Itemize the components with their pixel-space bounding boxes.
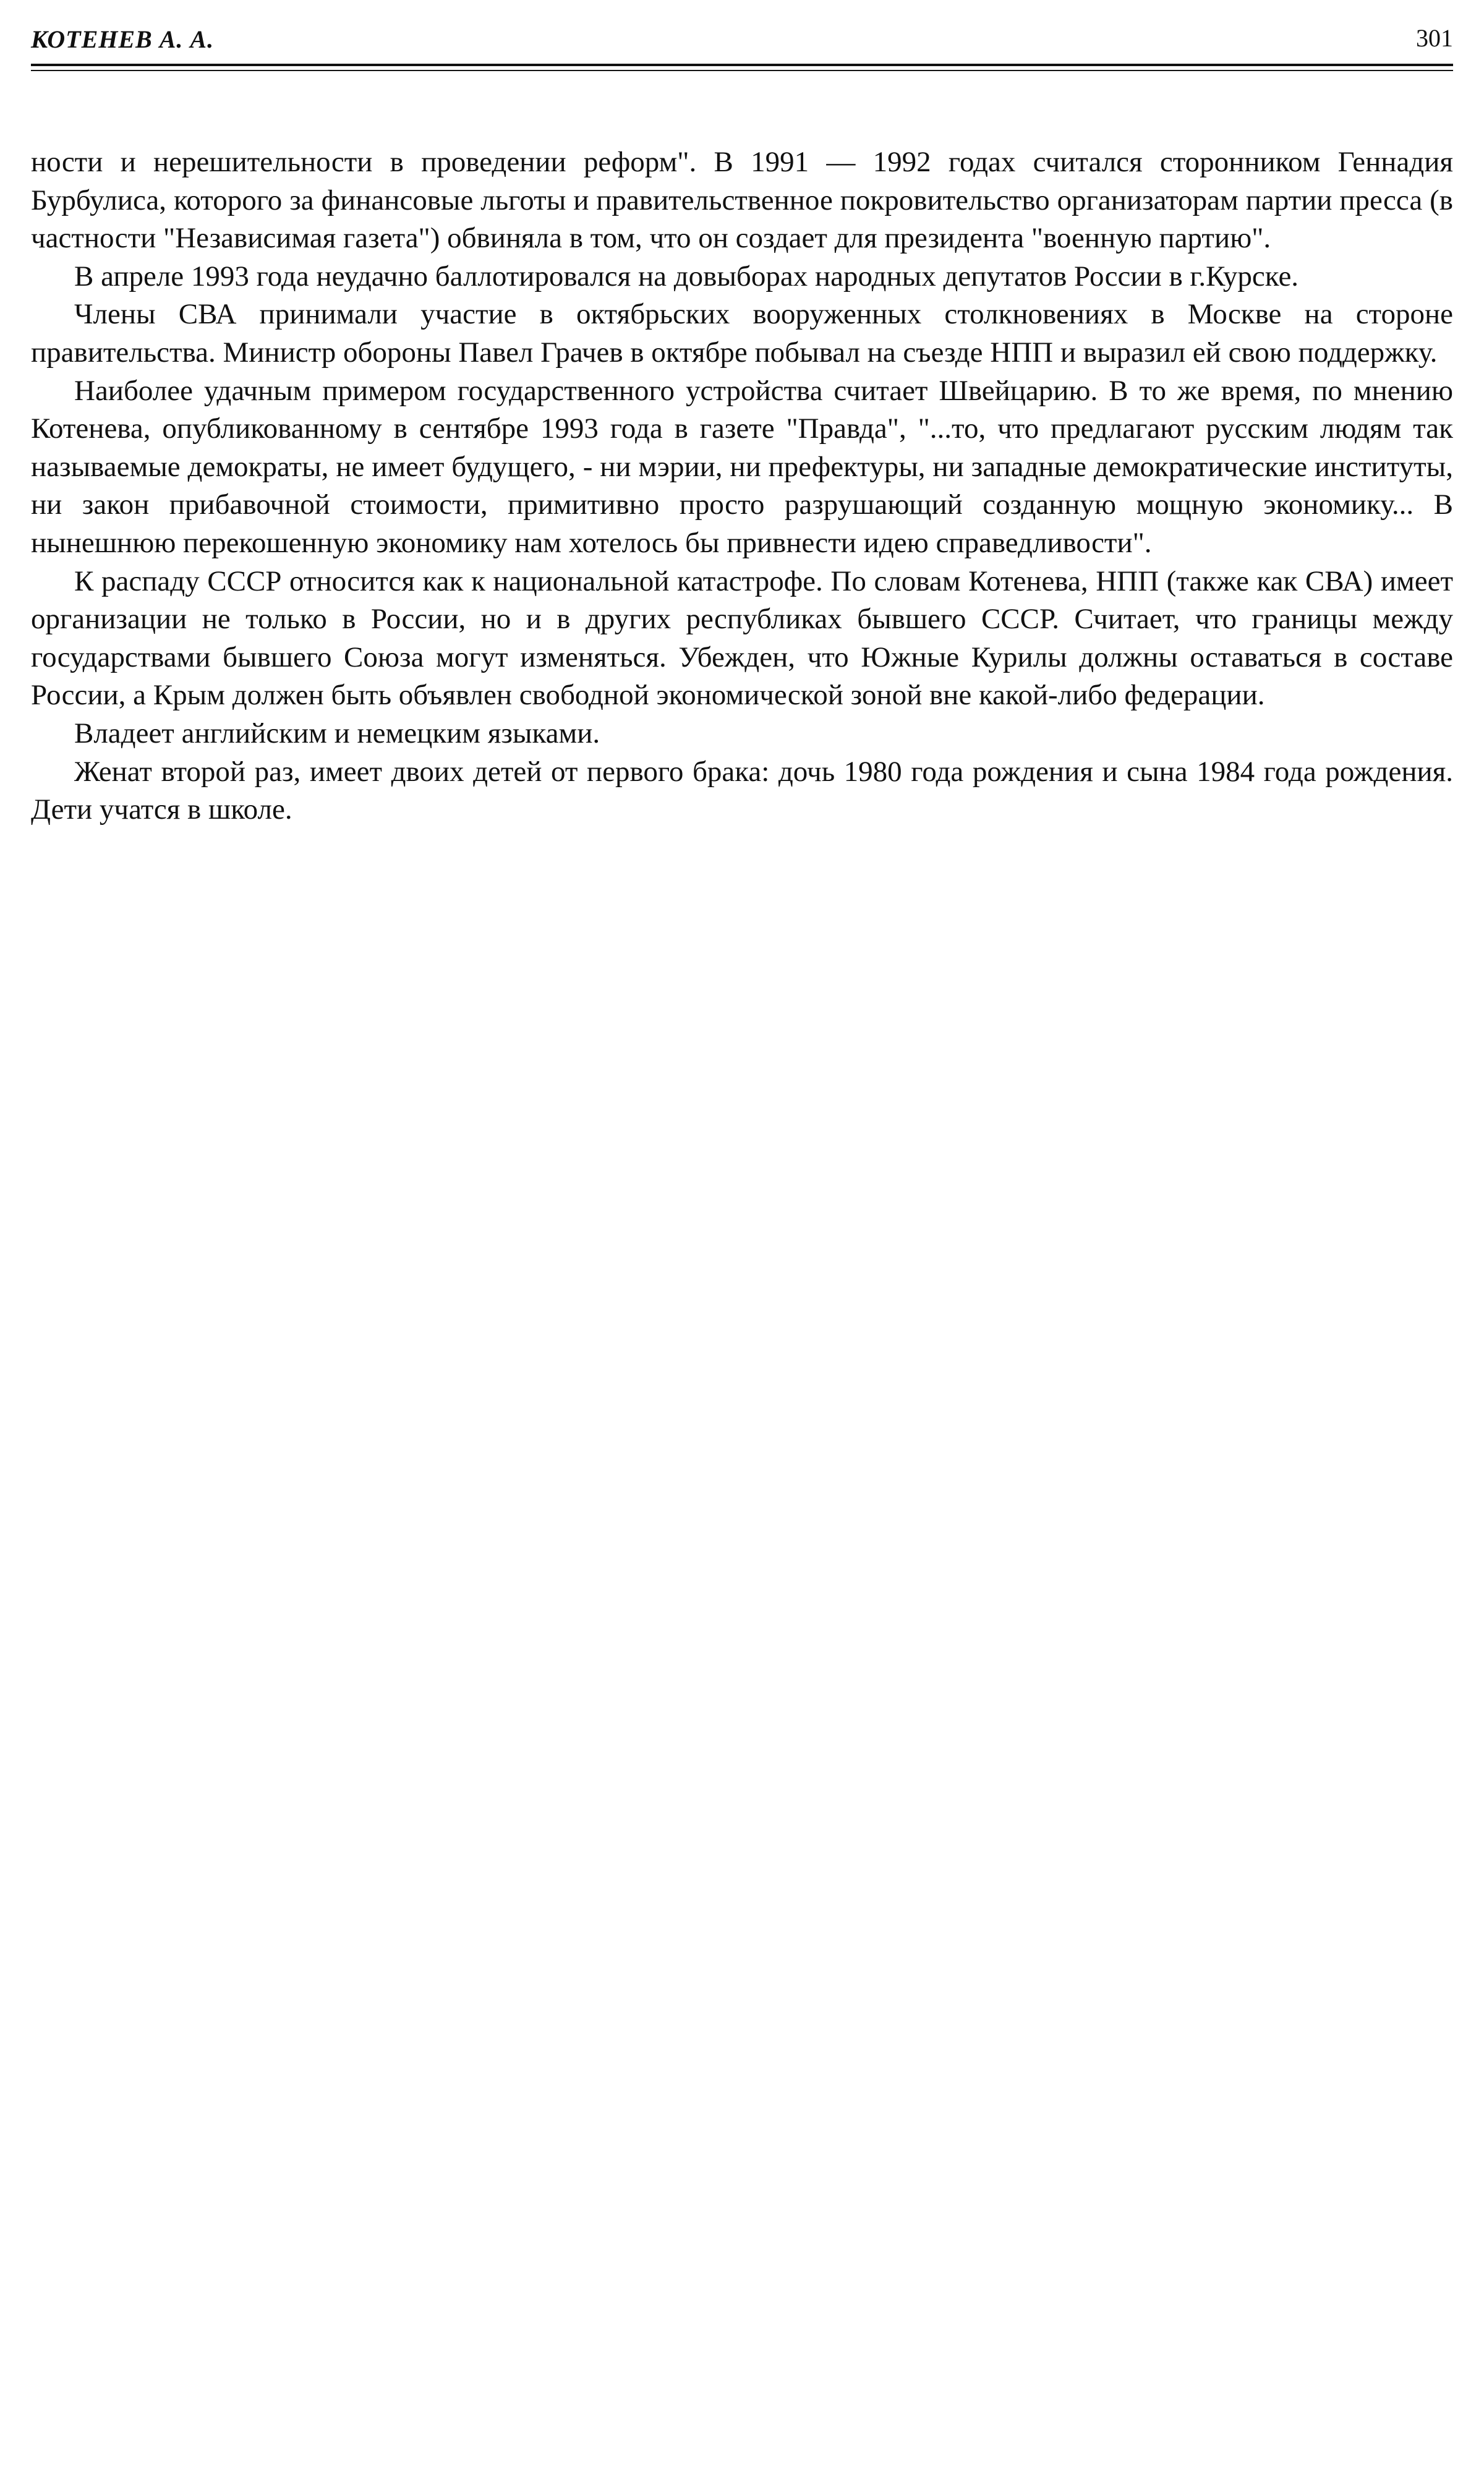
paragraph-switzerland: Наиболее удачным примером государственного устройства считает Швейцарию. В то же время, по мнению Котенева, опубликованному в сентябре 1993 года в газете "Правда", "...то, что предлагают русским людям так называемые демократы, не имеет будущего, - ни мэрии, ни префектуры, ни западные демократические институты, ни закон прибавочной стоимости, примитивно просто разрушающий созданную мощную экономику... В нынешнюю перекошенную экономику нам хотелось бы привнести идею справедливости". xyxy=(31,374,1453,559)
paragraph-kursk-election: В апреле 1993 года неудачно баллотировался на довыборах народных депутатов России в г.Курске. xyxy=(74,260,1299,292)
running-head: КОТЕНЕВ А. А. xyxy=(31,25,215,53)
page-header xyxy=(31,19,1453,56)
header-rule-thick xyxy=(31,64,1453,66)
paragraph-family: Женат второй раз, имеет двоих детей от первого брака: дочь 1980 года рождения и сына 1984 года рождения. Дети учатся в школе. xyxy=(31,755,1453,826)
paragraph-ussr-collapse: К распаду СССР относится как к национальной катастрофе. По словам Котенева, НПП (также как СВА) имеет организации не только в России, но и в других республиках бывшего СССР. Считает, что границы между государствами бывшего Союза могут изменяться. Убежден, что Южные Курилы должны оставаться в составе России, а Крым должен быть объявлен свободной экономической зоной вне какой-либо федерации. xyxy=(31,565,1453,712)
body-text xyxy=(31,143,1453,829)
page-number: 301 xyxy=(1416,24,1453,52)
paragraph-languages: Владеет английским и немецким языками. xyxy=(74,717,600,749)
paragraph-october-events: Члены СВА принимали участие в октябрьских вооруженных столкновениях в Москве на стороне правительства. Министр обороны Павел Грачев в октябре побывал на съезде НПП и выразил ей свою поддержку. xyxy=(31,298,1453,369)
header-rule-thin xyxy=(31,70,1453,71)
paragraph-reforms-continued: ности и нерешительности в проведении реформ". В 1991 — 1992 годах считался сторонником Геннадия Бурбулиса, которого за финансовые льготы и правительственное покровительство организаторам партии пресса (в частности "Независимая газета") обвиняла в том, что он создает для президента "военную партию". xyxy=(31,146,1453,255)
